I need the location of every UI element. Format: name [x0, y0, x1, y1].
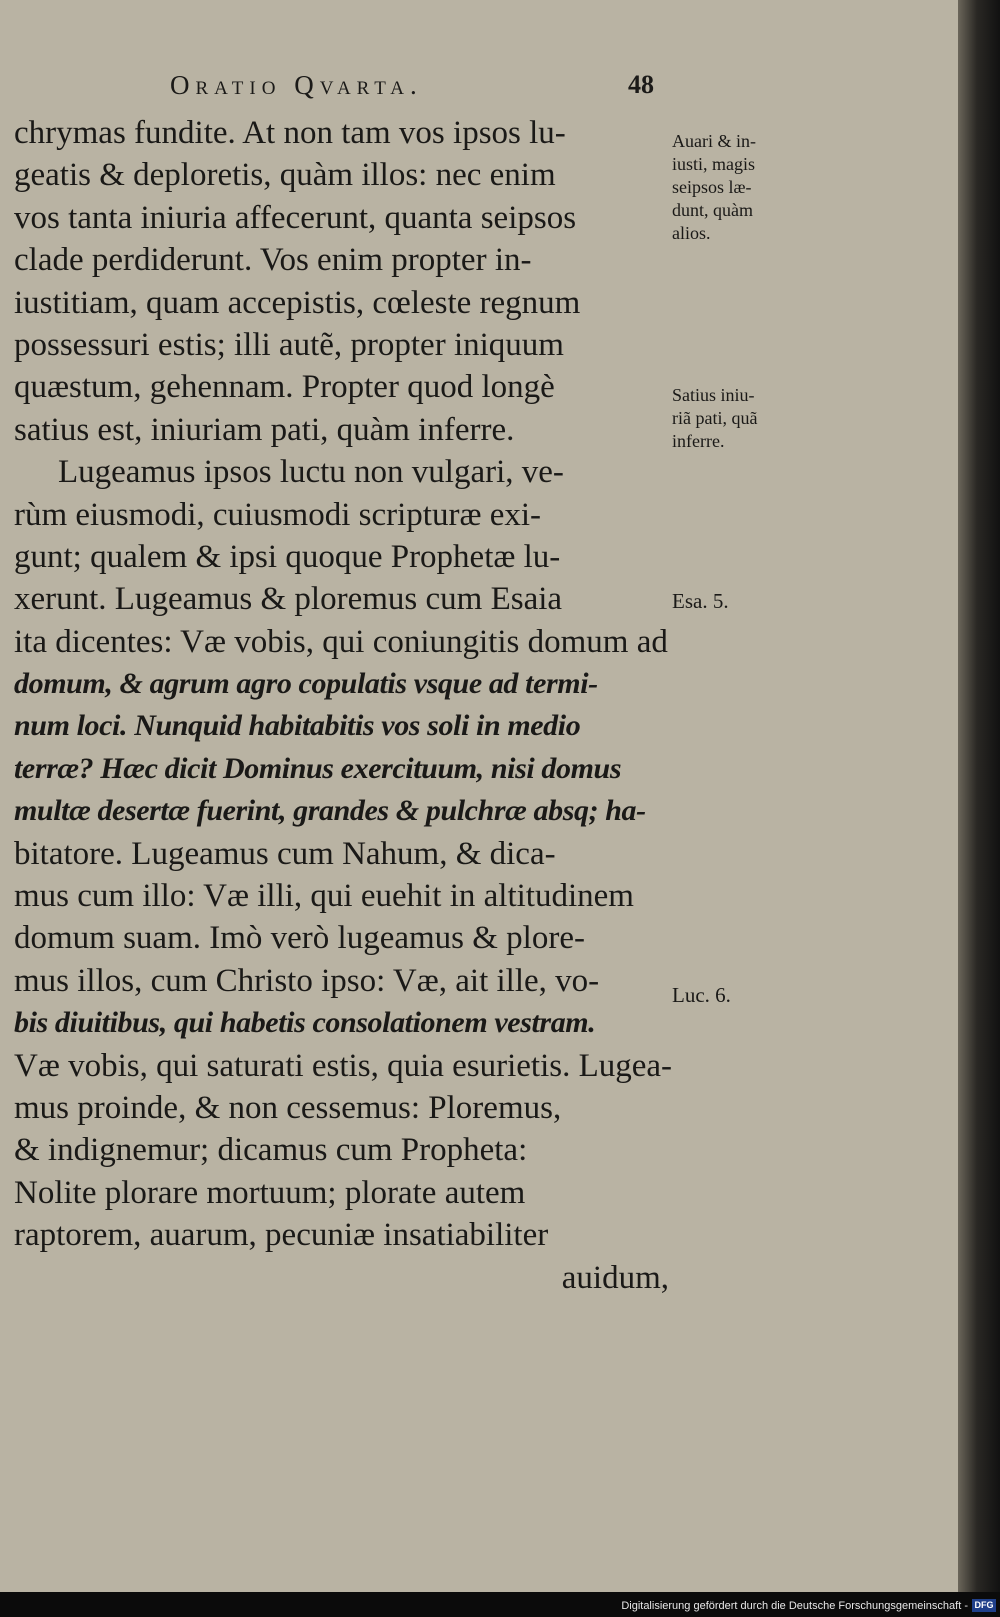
text-line: clade perdiderunt. Vos enim propter in-	[14, 242, 532, 279]
text-line: num loci. Nunquid habitabitis vos soli in medio	[14, 709, 581, 743]
margin-note-satius	[672, 384, 757, 453]
footer-bar	[0, 1598, 1000, 1617]
text-line: mus illos, cum Christo ipso: Væ, ait ille, vo-	[14, 962, 600, 999]
text-line: & indignemur; dicamus cum Propheta:	[14, 1132, 528, 1169]
text-line: rùm eiusmodi, cuiusmodi scripturæ exi-	[14, 496, 542, 533]
text-line: gunt; qualem & ipsi quoque Prophetæ lu-	[14, 538, 561, 575]
book-edge	[958, 0, 1000, 1592]
text-line: domum suam. Imò verò lugeamus & plore-	[14, 920, 585, 957]
dfg-logo: DFG	[972, 1599, 996, 1612]
text-line: geatis & deploretis, quàm illos: nec enim	[14, 157, 556, 194]
margin-note-line: riã pati, quã	[672, 408, 758, 428]
text-line: vos tanta iniuria affecerunt, quanta seipsos	[14, 199, 577, 236]
margin-note-line: alios.	[672, 223, 711, 243]
text-line: auidum,	[561, 1259, 669, 1296]
margin-note-esa: Esa. 5.	[672, 589, 729, 613]
text-line: ita dicentes: Væ vobis, qui coniungitis domum ad	[14, 623, 668, 660]
text-line: Nolite plorare mortuum; plorate autem	[14, 1174, 526, 1211]
margin-note-line: Auari & in-	[672, 131, 756, 151]
margin-note-line: inferre.	[672, 431, 725, 451]
text-line: Væ vobis, qui saturati estis, quia esurietis. Lugea-	[14, 1047, 673, 1084]
text-line: iustitiam, quam accepistis, cœleste regnum	[14, 284, 581, 321]
footer-credit: Digitalisierung gefördert durch die Deutsche Forschungsgemeinschaft -	[621, 1600, 968, 1612]
margin-note-luc: Luc. 6.	[672, 983, 731, 1007]
text-line: Lugeamus ipsos luctu non vulgari, ve-	[58, 454, 564, 491]
text-line: mus cum illo: Væ illi, qui euehit in altitudinem	[14, 878, 634, 915]
text-line: raptorem, auarum, pecuniæ insatiabiliter	[14, 1217, 549, 1254]
text-line: possessuri estis; illi autẽ, propter iniquum	[14, 326, 564, 363]
page-number: 48	[628, 70, 654, 99]
margin-note-line: seipsos læ-	[672, 177, 752, 197]
margin-note-line: dunt, quàm	[672, 200, 753, 220]
margin-note-line: Satius iniu-	[672, 385, 755, 405]
text-line: satius est, iniuriam pati, quàm inferre.	[14, 411, 515, 448]
text-line: bitatore. Lugeamus cum Nahum, & dica-	[14, 835, 556, 872]
text-line: quæstum, gehennam. Propter quod longè	[14, 369, 555, 406]
text-line: multæ desertæ fuerint, grandes & pulchræ absq; ha-	[14, 794, 646, 828]
page-header	[0, 70, 958, 110]
text-line: xerunt. Lugeamus & ploremus cum Esaia	[14, 581, 563, 618]
text-line: chrymas fundite. At non tam vos ipsos lu-	[14, 115, 566, 151]
text-line: bis diuitibus, qui habetis consolationem vestram.	[14, 1006, 596, 1040]
text-line: domum, & agrum agro copulatis vsque ad termi-	[14, 667, 598, 701]
margin-note-avari	[672, 130, 756, 245]
margin-note-line: iusti, magis	[672, 154, 756, 174]
running-title: Oratio Qvarta.	[170, 70, 423, 100]
text-line: terræ? Hæc dicit Dominus exercituum, nisi domus	[14, 751, 622, 785]
main-text-block	[14, 112, 673, 1299]
text-line: mus proinde, & non cessemus: Ploremus,	[14, 1089, 562, 1126]
